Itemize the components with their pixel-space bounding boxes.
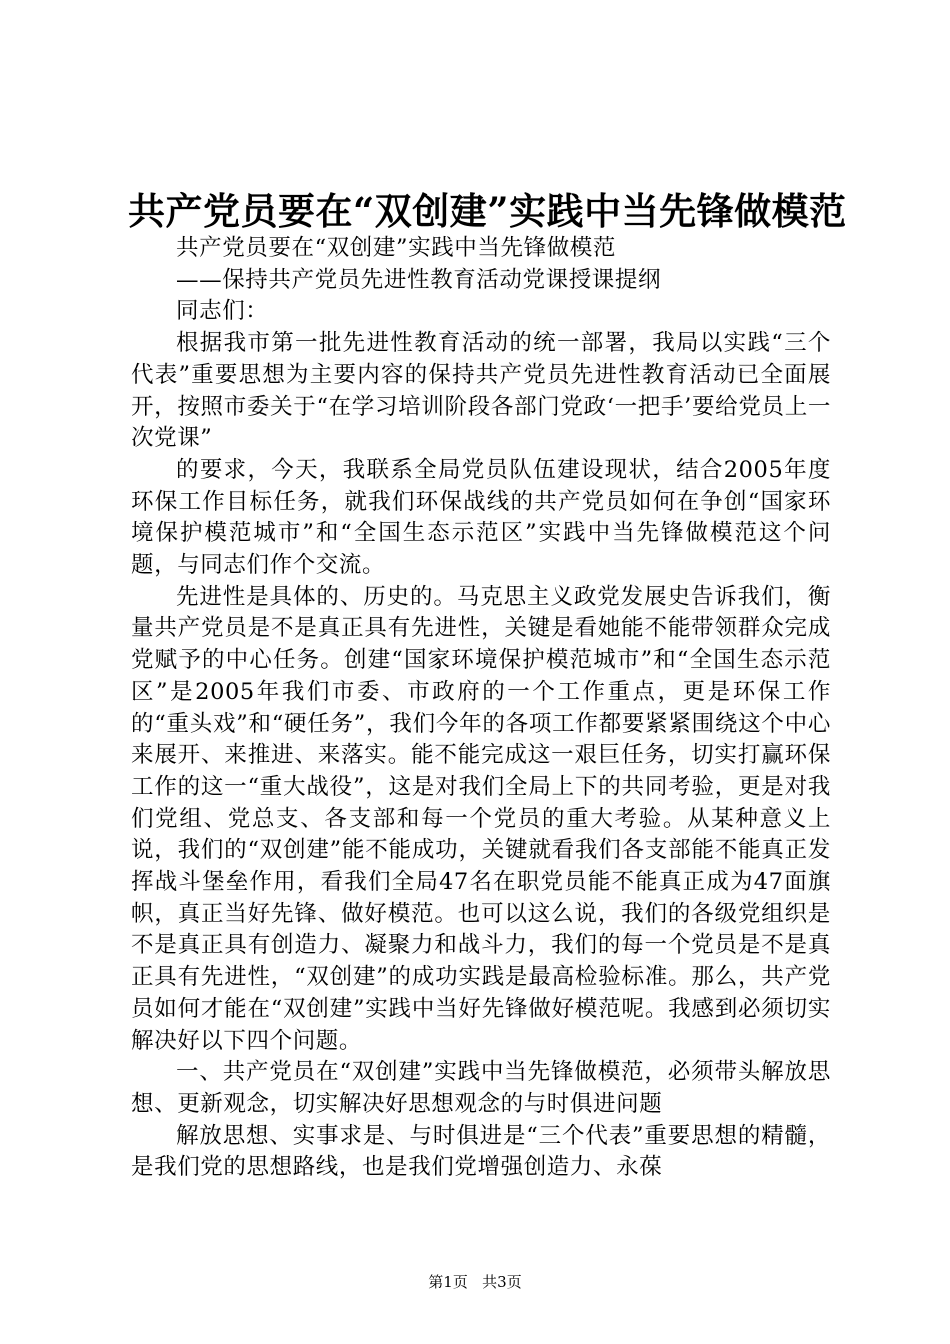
page-total: 共3页 [482, 1273, 522, 1291]
paragraph-body: 根据我市第一批先进性教育活动的统一部署，我局以实践“三个代表”重要思想为主要内容的保持共产党员先进性教育活动已全面展开，按照市委关于“在学习培训阶段各部门党政‘一把手’要给党员上一次党课” [131, 330, 831, 452]
paragraph-body: 先进性是具体的、历史的。马克思主义政党发展史告诉我们，衡量共产党员是不是真正具有先进性，关键是看她能不能带领群众完成党赋予的中心任务。创建“国家环境保护模范城市”和“全国生态示范区”是2005年我们市委、市政府的一个工作重点，更是环保工作的“重头戏”和“硬任务”，我们今年的各项工作都要紧紧围绕这个中心来展开、来推进、来落实。能不能完成这一艰巨任务，切实打赢环保工作的这一“重大战役”，这是对我们全局上下的共同考验，更是对我们党组、党总支、各支部和每一个党员的重大考验。从某种意义上说，我们的“双创建”能不能成功，关键就看我们各支部能不能真正发挥战斗堡垒作用，看我们全局47名在职党员能不能真正成为47面旗帜，真正当好先锋、做好模范。也可以这么说，我们的各级党组织是不是真正具有创造力、凝聚力和战斗力，我们的每一个党员是不是真正具有先进性，“双创建”的成功实践是最高检验标准。那么，共产党员如何才能在“双创建”实践中当好先锋做好模范呢。我感到必须切实解决好以下四个问题。 [131, 583, 831, 1054]
paragraph-salutation: 同志们： [176, 298, 269, 325]
paragraph-body: 解放思想、实事求是、与时俱进是“三个代表”重要思想的精髓，是我们党的思想路线，也是我们党增强创造力、永葆 [131, 1122, 831, 1181]
paragraph-section-heading: 一、共产党员在“双创建”实践中当先锋做模范，必须带头解放思想、更新观念，切实解决好思想观念的与时俱进问题 [131, 1059, 831, 1117]
document-body [131, 233, 831, 1184]
document-title: 共产党员要在“双创建”实践中当先锋做模范 [128, 189, 847, 233]
paragraph-lecture-outline: ——保持共产党员先进性教育活动党课授课提纲 [176, 266, 662, 293]
page-number: 第1页 [428, 1273, 468, 1291]
paragraph-subtitle: 共产党员要在“双创建”实践中当先锋做模范 [176, 235, 617, 261]
page-footer [0, 1272, 950, 1292]
paragraph-body: 的要求，今天，我联系全局党员队伍建设现状，结合2005年度环保工作目标任务，就我们环保战线的共产党员如何在争创“国家环境保护模范城市”和“全国生态示范区”实践中当先锋做模范这个问题，与同志们作个交流。 [131, 456, 831, 579]
